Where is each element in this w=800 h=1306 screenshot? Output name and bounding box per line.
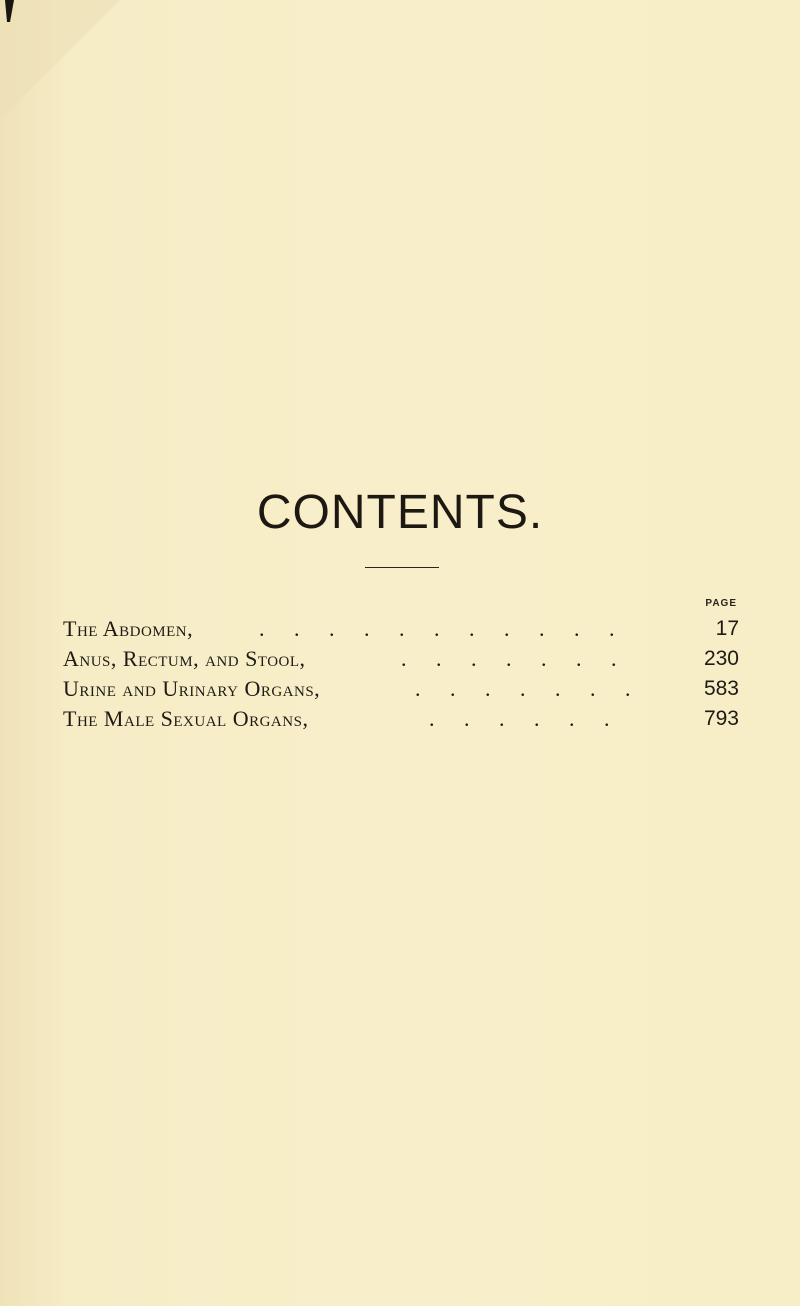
toc-entry-leader: . . . . . . . — [401, 646, 629, 671]
toc-entry-page: 583 — [703, 677, 739, 700]
page-title: CONTENTS. — [256, 486, 544, 539]
toc-entry-page: 230 — [703, 647, 739, 670]
toc-entry — [63, 704, 739, 734]
page-column-label: PAGE — [705, 598, 737, 609]
toc-entry-title: Anus, Rectum, and Stool, — [63, 646, 306, 671]
toc-entry-page: 793 — [703, 707, 739, 730]
toc-entry-leader: . . . . . . . . . . . — [259, 616, 627, 641]
toc-entry-leader: . . . . . . . — [415, 676, 643, 701]
toc-entry — [63, 674, 739, 704]
page-corner-shade — [0, 0, 120, 120]
toc-entry — [63, 614, 739, 644]
toc-entry-page: 17 — [715, 617, 739, 640]
toc-entry-leader: . . . . . . — [429, 706, 622, 731]
table-of-contents — [63, 614, 739, 734]
toc-entry-title: The Male Sexual Organs, — [63, 706, 309, 731]
title-rule-divider — [365, 567, 439, 568]
toc-entry — [63, 644, 739, 674]
corner-ink-mark — [2, 0, 16, 22]
toc-entry-title: The Abdomen, — [63, 616, 194, 641]
toc-entry-title: Urine and Urinary Organs, — [63, 676, 321, 701]
